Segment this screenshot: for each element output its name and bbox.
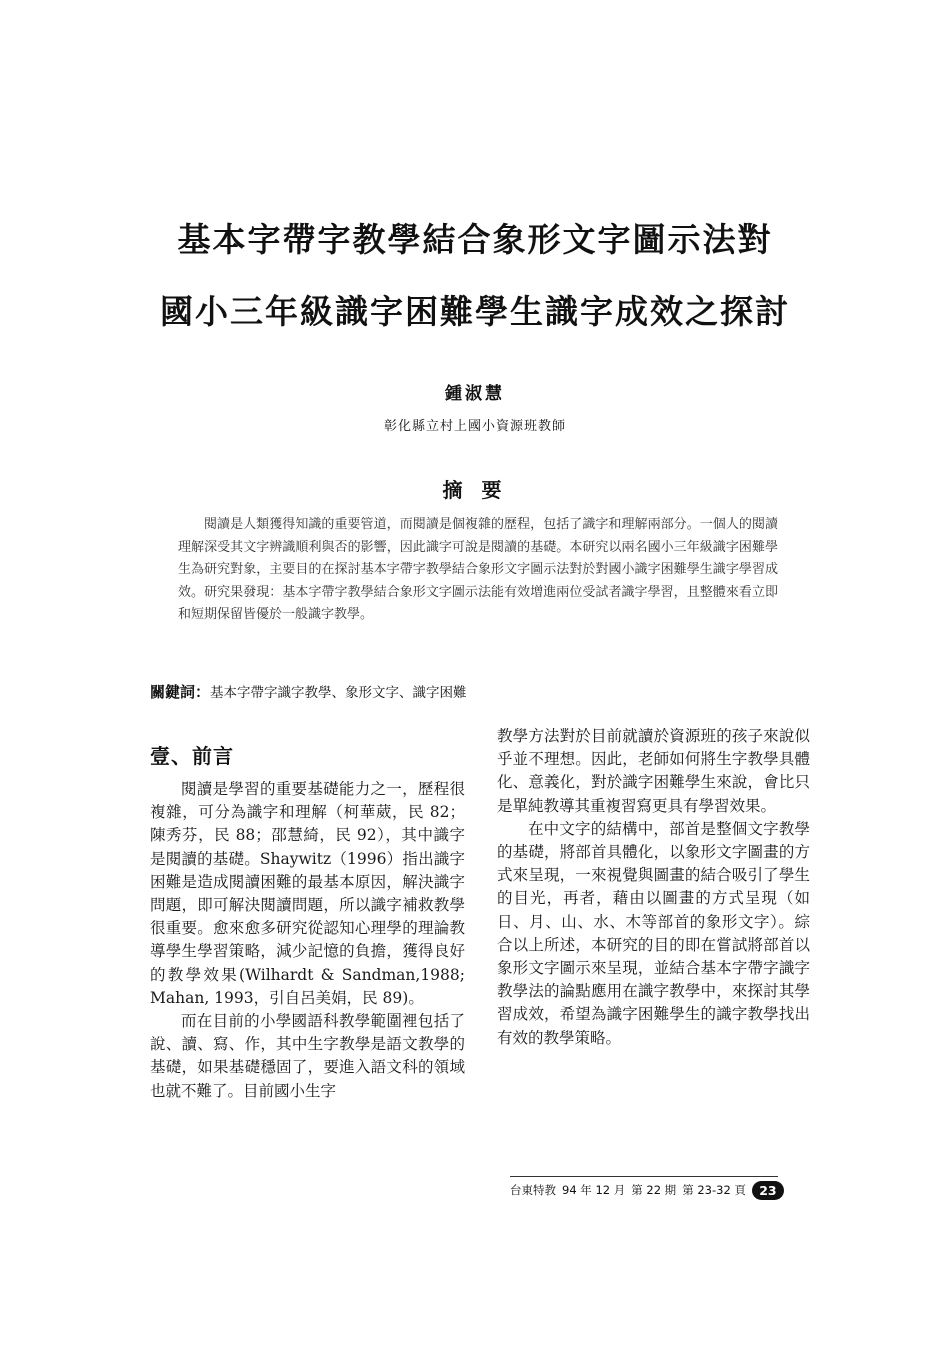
author-affiliation: 彰化縣立村上國小資源班教師 — [383, 419, 566, 434]
keywords-text: 基本字帶字識字教學、象形文字、識字困難 — [210, 685, 467, 701]
abstract-text: 閱讀是人類獲得知識的重要管道，而閱讀是個複雜的歷程，包括了識字和理解兩部分。一個人的閱讀理解深受其文字辨識順利與否的影響，因此識字可說是閱讀的基礎。本研究以兩名國小三年級識字困難學生為研究對象，主要目的在探討基本字帶字教學結合象形文字圖示法對於對國小識字困難學生識字學習成效。研究果發現：基本字帶字教學結合象形文字圖示法能有效增進兩位受試者識字學習，且整體來看立即和短期保留皆優於一般識字教學。 — [178, 517, 778, 623]
body-paragraph: 閱讀是學習的重要基礎能力之一，歷程很複雜，可分為識字和理解（柯華葳，民 82；陳秀芬，民 88；邵慧綺，民 92），其中識字是閱讀的基礎。Shaywitz（1996）指出識字困難是造成閱讀困難的最基本原因，解決識字問題，即可解決閱讀問題，所以識字補救教學很重要。愈來愈多研究從認知心理學的理論教導學生學習策略，減少記憶的負擔，獲得良好的教學效果(Wilhardt & Sandman,1988; Mahan, 1993，引自呂美娟，民 89)。 — [150, 780, 465, 1007]
footer-pages: 第 23-32 頁 — [682, 1183, 746, 1197]
footer-journal: 台東特教 — [510, 1183, 556, 1197]
page-number-badge: 23 — [752, 1181, 784, 1200]
body-column-right — [497, 725, 810, 1050]
keywords-line — [150, 681, 800, 702]
section-heading: 壹、前言 — [150, 744, 234, 768]
body-paragraph: 教學方法對於目前就讀於資源班的孩子來說似乎並不理想。因此，老師如何將生字教學具體化、意義化，對於識字困難學生來說，會比只是單純教導其重複習寫更具有學習效果。 — [497, 727, 810, 815]
paper-title-line-1: 基本字帶字教學結合象形文字圖示法對 — [177, 220, 773, 259]
abstract-heading: 摘 要 — [442, 478, 508, 502]
footer-date: 94 年 12 月 — [562, 1183, 626, 1197]
paper-title-line-2: 國小三年級識字困難學生識字成效之探討 — [160, 292, 790, 331]
body-paragraph: 在中文字的結構中，部首是整個文字教學的基礎，將部首具體化，以象形文字圖畫的方式來呈現，一來視覺與圖畫的結合吸引了學生的目光，再者，藉由以圖畫的方式呈現（如日、月、山、水、木等部首的象形文字）。綜合以上所述，本研究的目的即在嘗試將部首以象形文字圖示來呈現，並結合基本字帶字識字教學法的論點應用在識字教學中，來探討其學習成效，希望為識字困難學生的識字教學找出有效的教學策略。 — [497, 819, 810, 1047]
body-paragraph: 而在目前的小學國語科教學範圍裡包括了說、讀、寫、作，其中生字教學是語文教學的基礎，如果基礎穩固了，要進入語文科的領域也就不難了。目前國小生字 — [150, 1012, 465, 1100]
body-column-left — [150, 778, 465, 1103]
footer-divider — [510, 1176, 778, 1177]
author-name: 鍾淑慧 — [445, 384, 505, 404]
footer-issue: 第 22 期 — [631, 1183, 677, 1197]
abstract-body — [178, 514, 778, 627]
page-footer — [510, 1180, 784, 1200]
keywords-label: 關鍵詞： — [150, 683, 211, 701]
